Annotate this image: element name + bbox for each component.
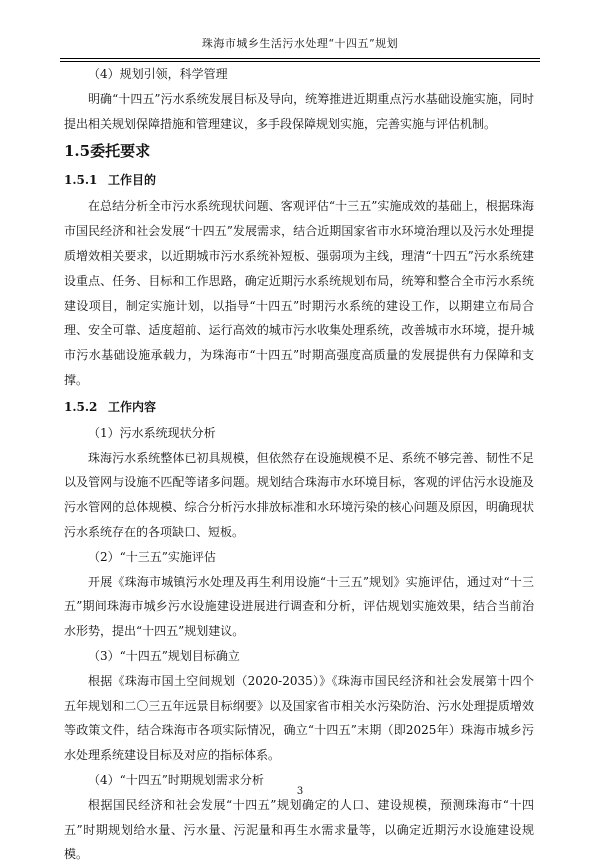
list-item-heading: （2）“十三五”实施评估 xyxy=(88,549,216,564)
section-heading: 1.5委托要求 xyxy=(64,142,151,161)
paragraph: 珠海污水系统整体已初具规模，但依然存在设施规模不足、系统不够完善、韧性不足以及管网与设施不匹配等诸多问题。规划结合珠海市水环境目标，客观的评估污水设施及污水管网的总体规模、综合分析污水排放标准和水环境污染的核心问题及原因，明确现状污水系统存在的各项缺口、短板。 xyxy=(64,450,534,539)
list-item-heading: （3）“十四五”规划目标确立 xyxy=(88,648,240,663)
subsection-heading xyxy=(64,393,534,421)
paragraph: 开展《珠海市城镇污水处理及再生利用设施“十三五”规划》实施评估，通过对“十三五”期间珠海市城乡污水设施建设进展进行调查和分析，评估规划实施效果，结合当前治水形势，提出“十四五”规划建议。 xyxy=(64,574,534,639)
header-rule-thick xyxy=(60,58,540,59)
page-body xyxy=(64,62,534,867)
paragraph: 在总结分析全市污水系统现状问题、客观评估“十三五”实施成效的基础上，根据珠海市国民经济和社会发展“十四五”发展需求，结合近期国家省市水环境治理以及污水处理提质增效相关要求，以近期城市污水系统补短板、强弱项为主线，理清“十四五”污水系统建设重点、任务、目标和工作思路，确定近期污水系统规划布局，统筹和整合全市污水系统建设项目，制定实施计划，以指导“十四五”时期污水系统的建设工作，以期建立布局合理、安全可靠、适度超前、运行高效的城市污水收集处理系统，改善城市水环境，提升城市污水基础设施承载力，为珠海市“十四五”时期高强度高质量的发展提供有力保障和支撑。 xyxy=(64,199,534,387)
paragraph: 根据《珠海市国土空间规划（2020-2035）》《珠海市国民经济和社会发展第十四个五年规划和二〇三五年远景目标纲要》以及国家省市相关水污染防治、污水处理提质增效等政策文件，结合珠海市各项实际情况，确立“十四五”末期（即2025年）珠海市城乡污水处理系统建设目标及对应的指标体系。 xyxy=(64,673,534,763)
running-header: 珠海市城乡生活污水处理“十四五”规划 xyxy=(201,37,399,50)
list-item-heading: （4）“十四五”时期规划需求分析 xyxy=(88,772,264,787)
paragraph: 根据国民经济和社会发展“十四五”规划确定的人口、建设规模，预测珠海市“十四五”时期规划给水量、污水量、污泥量和再生水需求量等，以确定近期污水设施建设规模。 xyxy=(64,797,534,862)
list-item-heading: （1）污水系统现状分析 xyxy=(88,425,216,440)
subsection-title: 工作目的 xyxy=(108,173,157,188)
subsection-heading xyxy=(64,166,534,194)
subsection-number: 1.5.1 xyxy=(64,173,98,188)
subsection-number: 1.5.2 xyxy=(64,399,98,414)
subsection-title: 工作内容 xyxy=(108,399,157,414)
page-number: 3 xyxy=(296,786,304,797)
paragraph: 明确“十四五”污水系统发展目标及导向，统筹推进近期重点污水基础设施实施，同时提出相关规划保障措施和管理建议，多手段保障规划实施，完善实施与评估机制。 xyxy=(64,91,534,131)
list-item-heading: （4）规划引领，科学管理 xyxy=(88,67,228,81)
